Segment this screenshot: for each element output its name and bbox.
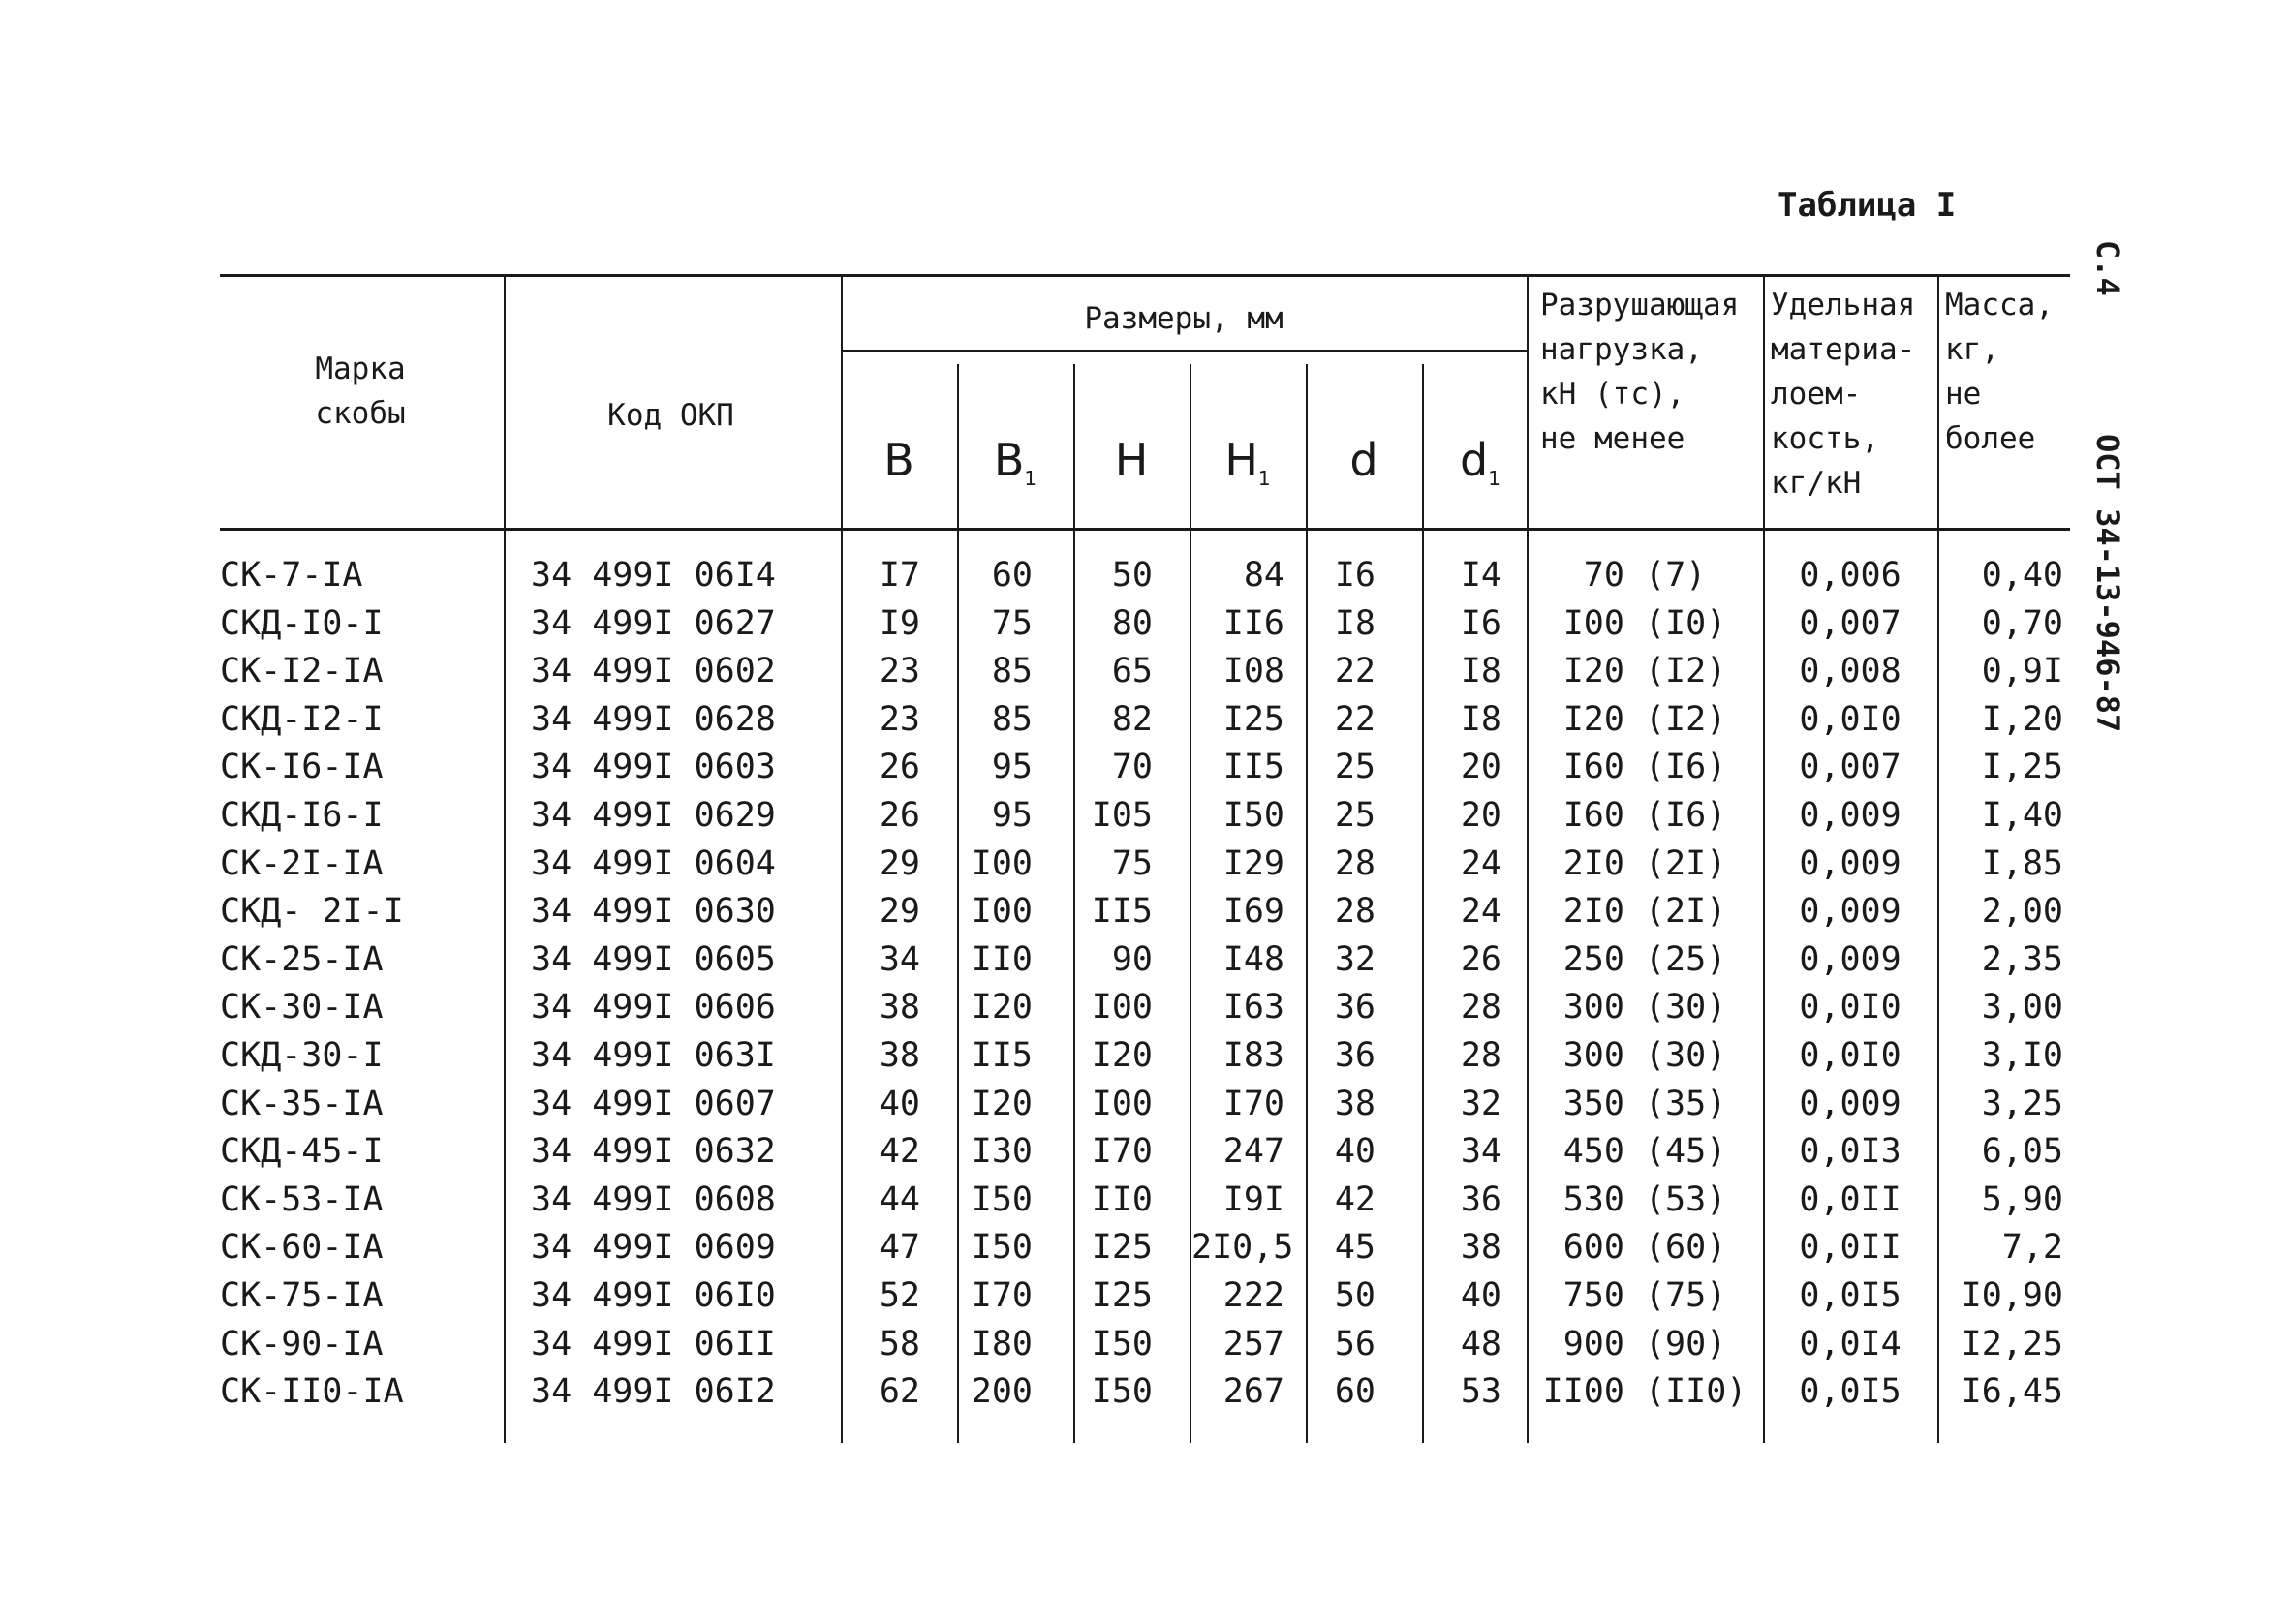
cell-mark: СК-35-IА — [220, 1084, 384, 1123]
cell-h: 65 — [1111, 652, 1153, 691]
cell-code: 34 499I 0608 — [531, 1180, 776, 1219]
cell-d1: 38 — [1460, 1228, 1501, 1268]
cell-d1: 28 — [1460, 1036, 1501, 1075]
cell-d1: I8 — [1460, 699, 1501, 739]
cell-d1: 28 — [1460, 988, 1501, 1027]
cell-mark: СКД-I2-I — [220, 699, 384, 739]
cell-load: I60 (I6) — [1562, 796, 1727, 835]
cell-code: 34 499I 0605 — [531, 939, 776, 979]
cell-mass: I6,45 — [1961, 1372, 2063, 1412]
header-mass-line-1: Масса, — [1945, 288, 2054, 322]
dimension-symbol-letter: H — [1114, 434, 1149, 486]
cell-b1: 60 — [991, 556, 1033, 595]
cell-d: 32 — [1334, 939, 1376, 979]
cell-h: I00 — [1091, 988, 1153, 1027]
cell-mass: 5,90 — [1981, 1180, 2063, 1219]
cell-code: 34 499I 0632 — [531, 1132, 776, 1172]
cell-d: 25 — [1334, 748, 1376, 787]
cell-mark: СК-II0-IА — [220, 1372, 404, 1412]
cell-d1: 24 — [1460, 843, 1501, 883]
cell-d: 36 — [1334, 988, 1376, 1027]
cell-d: 25 — [1334, 796, 1376, 835]
cell-specific: 0,007 — [1799, 603, 1902, 643]
cell-mark: СКД-I6-I — [220, 796, 384, 835]
cell-b: 23 — [879, 699, 920, 739]
header-mass-line-2: кг, — [1945, 332, 1999, 367]
header-spec-line-2: материа- — [1771, 332, 1916, 367]
cell-b1: I20 — [971, 1084, 1033, 1123]
cell-h: I25 — [1091, 1276, 1153, 1315]
cell-mark: СК-2I-IА — [220, 843, 384, 883]
cell-specific: 0,009 — [1799, 1084, 1902, 1123]
cell-specific: 0,0I3 — [1799, 1132, 1902, 1172]
cell-mark: СК-I2-IА — [220, 652, 384, 691]
cell-b1: II5 — [971, 1036, 1033, 1075]
header-mass-line-4: более — [1945, 421, 2036, 456]
cell-mass: I,25 — [1981, 748, 2063, 787]
cell-h1: 84 — [1243, 556, 1284, 595]
cell-code: 34 499I 0628 — [531, 699, 776, 739]
cell-b1: I70 — [971, 1276, 1033, 1315]
cell-d: 28 — [1334, 843, 1376, 883]
side-page-number: С.4 — [2089, 240, 2126, 296]
column-rule — [504, 274, 506, 1443]
cell-h1: I83 — [1222, 1036, 1284, 1075]
cell-b1: I80 — [971, 1324, 1033, 1364]
cell-d: 40 — [1334, 1132, 1376, 1172]
cell-b1: I00 — [971, 892, 1033, 932]
cell-load: 900 (90) — [1562, 1324, 1727, 1364]
cell-h: I25 — [1091, 1228, 1153, 1268]
cell-mark: СКД-45-I — [220, 1132, 384, 1172]
cell-d1: 24 — [1460, 892, 1501, 932]
cell-b: 38 — [879, 988, 920, 1027]
cell-code: 34 499I 06I2 — [531, 1372, 776, 1412]
cell-h: I00 — [1091, 1084, 1153, 1123]
cell-mass: 2,00 — [1981, 892, 2063, 932]
cell-load: 250 (25) — [1562, 939, 1727, 979]
cell-h1: 267 — [1222, 1372, 1284, 1412]
cell-h: I05 — [1091, 796, 1153, 835]
cell-load: I60 (I6) — [1562, 748, 1727, 787]
cell-b1: I00 — [971, 843, 1033, 883]
header-mark — [220, 347, 501, 436]
cell-h: I50 — [1091, 1324, 1153, 1364]
cell-code: 34 499I 06I4 — [531, 556, 776, 595]
cell-specific: 0,0I0 — [1799, 988, 1902, 1027]
header-mass — [1945, 283, 2071, 461]
cell-d: 22 — [1334, 699, 1376, 739]
cell-h: 82 — [1111, 699, 1153, 739]
cell-d: 45 — [1334, 1228, 1376, 1268]
cell-mark: СК-90-IА — [220, 1324, 384, 1364]
cell-h1: II6 — [1222, 603, 1284, 643]
dimension-symbol — [1190, 434, 1306, 490]
cell-b1: I50 — [971, 1228, 1033, 1268]
header-spec — [1771, 283, 1935, 506]
dimension-symbol-subscript: 1 — [1024, 467, 1037, 491]
cell-code: 34 499I 0609 — [531, 1228, 776, 1268]
cell-specific: 0,009 — [1799, 796, 1902, 835]
header-load-line-3: кН (тс), — [1540, 377, 1685, 412]
cell-h1: I9I — [1222, 1180, 1284, 1219]
cell-specific: 0,008 — [1799, 652, 1902, 691]
cell-specific: 0,006 — [1799, 556, 1902, 595]
cell-code: 34 499I 0606 — [531, 988, 776, 1027]
cell-b: 62 — [879, 1372, 920, 1412]
cell-mass: 0,9I — [1981, 652, 2063, 691]
header-load-line-1: Разрушающая — [1540, 288, 1740, 322]
cell-d1: 32 — [1460, 1084, 1501, 1123]
cell-b1: 95 — [991, 796, 1033, 835]
cell-b1: II0 — [971, 939, 1033, 979]
cell-load: I20 (I2) — [1562, 652, 1727, 691]
header-spec-line-3: лоем- — [1771, 377, 1862, 412]
cell-b: 23 — [879, 652, 920, 691]
dimension-symbol-letter: d — [1460, 434, 1489, 486]
cell-specific: 0,0I0 — [1799, 699, 1902, 739]
header-load-line-2: нагрузка, — [1540, 332, 1703, 367]
header-bottom-rule — [220, 528, 2070, 531]
cell-b: 29 — [879, 843, 920, 883]
cell-b: 40 — [879, 1084, 920, 1123]
cell-mark: СКД-I0-I — [220, 603, 384, 643]
dimension-symbol — [957, 434, 1073, 490]
cell-d1: 53 — [1460, 1372, 1501, 1412]
cell-specific: 0,009 — [1799, 939, 1902, 979]
cell-h: 80 — [1111, 603, 1153, 643]
cell-b1: 85 — [991, 699, 1033, 739]
cell-b1: 95 — [991, 748, 1033, 787]
cell-d: 50 — [1334, 1276, 1376, 1315]
cell-d: I8 — [1334, 603, 1376, 643]
cell-code: 34 499I 063I — [531, 1036, 776, 1075]
cell-mass: 0,40 — [1981, 556, 2063, 595]
cell-h1: I70 — [1222, 1084, 1284, 1123]
cell-d: 36 — [1334, 1036, 1376, 1075]
dimension-symbol-letter: d — [1349, 434, 1378, 486]
cell-load: 2I0 (2I) — [1562, 843, 1727, 883]
cell-b1: I50 — [971, 1180, 1033, 1219]
cell-code: 34 499I 0627 — [531, 603, 776, 643]
dimension-symbol — [1306, 434, 1422, 486]
cell-d1: I6 — [1460, 603, 1501, 643]
cell-mass: I,85 — [1981, 843, 2063, 883]
cell-h: 75 — [1111, 843, 1153, 883]
cell-h: II0 — [1091, 1180, 1153, 1219]
cell-mass: 2,35 — [1981, 939, 2063, 979]
table-top-rule — [220, 274, 2070, 277]
dimension-symbol-subscript: 1 — [1488, 467, 1500, 491]
cell-code: 34 499I 06I0 — [531, 1276, 776, 1315]
cell-specific: 0,0I5 — [1799, 1372, 1902, 1412]
cell-d1: 34 — [1460, 1132, 1501, 1172]
cell-mass: 0,70 — [1981, 603, 2063, 643]
cell-h1: I63 — [1222, 988, 1284, 1027]
cell-d: 38 — [1334, 1084, 1376, 1123]
cell-h1: 247 — [1222, 1132, 1284, 1172]
header-spec-line-1: Удельная — [1771, 288, 1916, 322]
cell-mark: СК-30-IА — [220, 988, 384, 1027]
header-code: Код ОКП — [607, 398, 734, 433]
dimension-symbol-letter: B — [993, 434, 1025, 486]
cell-load: 300 (30) — [1562, 988, 1727, 1027]
cell-h1: 257 — [1222, 1324, 1284, 1364]
cell-d: I6 — [1334, 556, 1376, 595]
cell-code: 34 499I 0604 — [531, 843, 776, 883]
cell-code: 34 499I 0602 — [531, 652, 776, 691]
cell-b1: 85 — [991, 652, 1033, 691]
cell-b: 26 — [879, 748, 920, 787]
cell-load: I00 (I0) — [1562, 603, 1727, 643]
cell-h1: 222 — [1222, 1276, 1284, 1315]
cell-h1: I50 — [1222, 796, 1284, 835]
cell-mass: 6,05 — [1981, 1132, 2063, 1172]
cell-specific: 0,007 — [1799, 748, 1902, 787]
cell-b: I7 — [879, 556, 920, 595]
cell-b1: I20 — [971, 988, 1033, 1027]
cell-mass: 3,00 — [1981, 988, 2063, 1027]
cell-d1: 26 — [1460, 939, 1501, 979]
cell-load: 70 (7) — [1583, 556, 1707, 595]
cell-specific: 0,0II — [1799, 1180, 1902, 1219]
cell-mark: СК-75-IА — [220, 1276, 384, 1315]
side-standard-code: ОСТ 34-13-946-87 — [2089, 434, 2126, 733]
cell-specific: 0,0I0 — [1799, 1036, 1902, 1075]
cell-mark: СК-25-IА — [220, 939, 384, 979]
cell-b: 42 — [879, 1132, 920, 1172]
cell-b: 29 — [879, 892, 920, 932]
cell-mass: 3,I0 — [1981, 1036, 2063, 1075]
cell-h1: I48 — [1222, 939, 1284, 979]
cell-specific: 0,0II — [1799, 1228, 1902, 1268]
dimension-symbol — [1422, 434, 1538, 490]
cell-b: I9 — [879, 603, 920, 643]
cell-h: I20 — [1091, 1036, 1153, 1075]
cell-mark: СК-I6-IА — [220, 748, 384, 787]
cell-mass: I,20 — [1981, 699, 2063, 739]
cell-b: 47 — [879, 1228, 920, 1268]
header-load-line-4: не менее — [1540, 421, 1685, 456]
cell-b: 34 — [879, 939, 920, 979]
cell-mass: 7,2 — [2001, 1228, 2063, 1268]
dimension-symbol-letter: B — [883, 434, 914, 486]
cell-h: I70 — [1091, 1132, 1153, 1172]
cell-h1: I08 — [1222, 652, 1284, 691]
cell-load: 450 (45) — [1562, 1132, 1727, 1172]
cell-h: II5 — [1091, 892, 1153, 932]
cell-specific: 0,0I5 — [1799, 1276, 1902, 1315]
cell-h: I50 — [1091, 1372, 1153, 1412]
cell-code: 34 499I 0629 — [531, 796, 776, 835]
cell-b: 44 — [879, 1180, 920, 1219]
cell-d1: 36 — [1460, 1180, 1501, 1219]
cell-mark: СКД-30-I — [220, 1036, 384, 1075]
cell-h: 90 — [1111, 939, 1153, 979]
cell-code: 34 499I 0630 — [531, 892, 776, 932]
cell-load: 600 (60) — [1562, 1228, 1727, 1268]
cell-code: 34 499I 0603 — [531, 748, 776, 787]
table-title: Таблица I — [1778, 186, 1957, 225]
cell-mark: СК-7-IА — [220, 556, 363, 595]
dimension-symbol — [1073, 434, 1190, 486]
cell-mark: СК-53-IА — [220, 1180, 384, 1219]
cell-h1: I25 — [1222, 699, 1284, 739]
sizes-underline-rule — [841, 350, 1527, 352]
cell-mass: I2,25 — [1961, 1324, 2063, 1364]
cell-load: 530 (53) — [1562, 1180, 1727, 1219]
cell-d: 60 — [1334, 1372, 1376, 1412]
cell-d1: I4 — [1460, 556, 1501, 595]
cell-b1: 200 — [971, 1372, 1033, 1412]
cell-d1: 48 — [1460, 1324, 1501, 1364]
cell-b: 52 — [879, 1276, 920, 1315]
cell-mass: I,40 — [1981, 796, 2063, 835]
dimension-symbol-subscript: 1 — [1257, 467, 1271, 491]
dimension-symbol-letter: H — [1224, 434, 1258, 486]
cell-b1: I30 — [971, 1132, 1033, 1172]
column-rule — [841, 274, 843, 1443]
cell-specific: 0,0I4 — [1799, 1324, 1902, 1364]
cell-h1: II5 — [1222, 748, 1284, 787]
header-spec-line-4: кость, — [1771, 421, 1879, 456]
cell-code: 34 499I 06II — [531, 1324, 776, 1364]
cell-mass: I0,90 — [1961, 1276, 2063, 1315]
dimension-symbol — [841, 434, 957, 486]
cell-mark: СКД- 2I-I — [220, 892, 404, 932]
cell-d1: 40 — [1460, 1276, 1501, 1315]
cell-specific: 0,009 — [1799, 843, 1902, 883]
header-mark-line-1: Марка — [315, 352, 406, 386]
cell-b1: 75 — [991, 603, 1033, 643]
header-load — [1540, 283, 1763, 461]
cell-h1: I69 — [1222, 892, 1284, 932]
cell-load: 2I0 (2I) — [1562, 892, 1727, 932]
header-sizes: Размеры, мм — [1084, 301, 1283, 336]
cell-b: 38 — [879, 1036, 920, 1075]
cell-h1: 2I0,5 — [1191, 1228, 1294, 1268]
cell-d1: 20 — [1460, 796, 1501, 835]
cell-h: 70 — [1111, 748, 1153, 787]
cell-mark: СК-60-IА — [220, 1228, 384, 1268]
cell-load: 300 (30) — [1562, 1036, 1727, 1075]
cell-b: 58 — [879, 1324, 920, 1364]
cell-d1: 20 — [1460, 748, 1501, 787]
cell-d1: I8 — [1460, 652, 1501, 691]
cell-specific: 0,009 — [1799, 892, 1902, 932]
cell-load: 750 (75) — [1562, 1276, 1727, 1315]
header-mass-line-3: не — [1945, 377, 1982, 412]
cell-d: 42 — [1334, 1180, 1376, 1219]
cell-d: 56 — [1334, 1324, 1376, 1364]
cell-load: 350 (35) — [1562, 1084, 1727, 1123]
cell-d: 22 — [1334, 652, 1376, 691]
header-mark-line-2: скобы — [315, 396, 406, 431]
cell-d: 28 — [1334, 892, 1376, 932]
header-spec-line-5: кг/кН — [1771, 466, 1862, 501]
cell-load: II00 (II0) — [1542, 1372, 1747, 1412]
cell-b: 26 — [879, 796, 920, 835]
cell-h: 50 — [1111, 556, 1153, 595]
cell-mass: 3,25 — [1981, 1084, 2063, 1123]
cell-h1: I29 — [1222, 843, 1284, 883]
cell-code: 34 499I 0607 — [531, 1084, 776, 1123]
cell-load: I20 (I2) — [1562, 699, 1727, 739]
